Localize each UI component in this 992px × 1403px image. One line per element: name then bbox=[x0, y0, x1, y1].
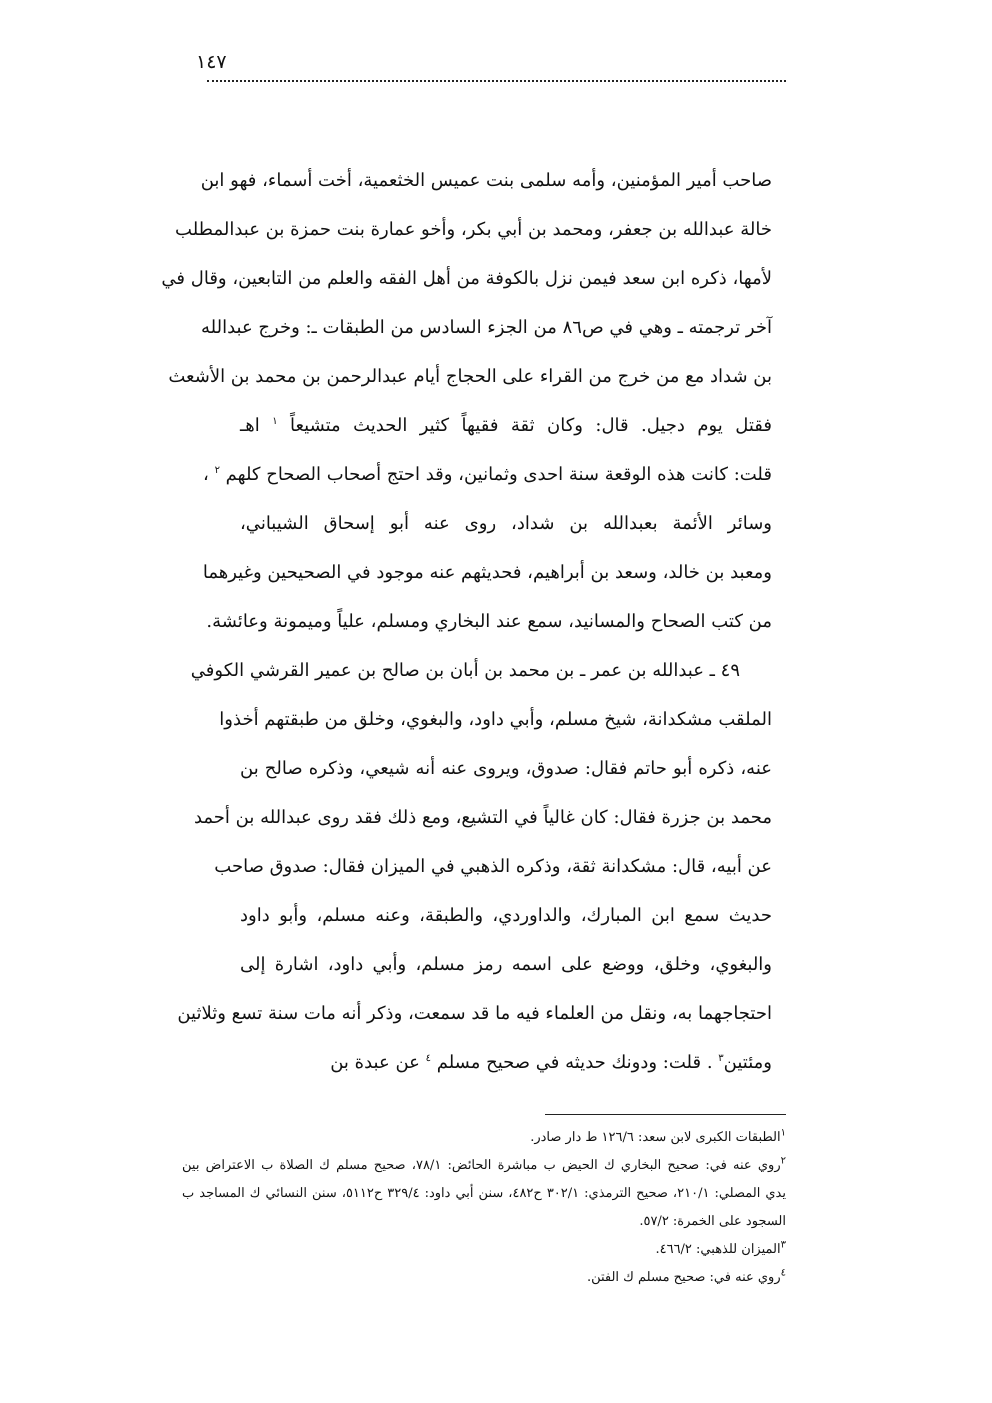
footnote-1-text: الطبقات الكبرى لابن سعد: ١٢٦/٦ ط دار صادر. bbox=[530, 1130, 781, 1145]
footnote-4-marker: ٤ bbox=[780, 1267, 786, 1279]
body-line-7-text: قلت: كانت هذه الوقعة سنة احدى وثمانين، وقد احتج أصحاب الصحاح كلهم bbox=[225, 464, 772, 485]
body-line-19-start: ومئتين bbox=[723, 1052, 772, 1073]
footnote-2-marker: ٢ bbox=[780, 1155, 786, 1167]
body-line-18: احتجاجهما به، ونقل من العلماء فيه ما قد سمعت، وذكر أنه مات سنة تسع وثلاثين bbox=[177, 1003, 772, 1024]
body-text bbox=[161, 156, 772, 1087]
footnote-ref-2: ٢ bbox=[214, 465, 220, 476]
body-line-19-end: عن عبدة بن bbox=[330, 1052, 420, 1073]
footnote-ref-3: ٣ bbox=[718, 1053, 724, 1064]
body-line-19 bbox=[240, 1038, 772, 1087]
footnote-4-text: روي عنه في: صحيح مسلم ك الفتن. bbox=[586, 1270, 781, 1285]
body-line-10: من كتب الصحاح والمسانيد، سمع عند البخاري ومسلم، علياً وميمونة وعائشة. bbox=[206, 611, 772, 632]
body-line-13: عنه، ذكره أبو حاتم فقال: صدوق، ويروى عنه أنه شيعي، وذكره صالح بن bbox=[240, 758, 772, 779]
body-line-3: لأمها، ذكره ابن سعد فيمن نزل بالكوفة من أهل الفقه والعلم من التابعين، وقال في bbox=[161, 268, 772, 289]
footnote-ref-1: ١ bbox=[272, 416, 278, 427]
body-line-14: محمد بن جزرة فقال: كان غالياً في التشيع، ومع ذلك فقد روى عبدالله بن أحمد bbox=[193, 807, 772, 828]
footnote-4 bbox=[182, 1264, 786, 1292]
body-line-17: والبغوي، وخلق، ووضع على اسمه رمز مسلم، وأبي داود، اشارة إلى bbox=[240, 954, 772, 975]
body-line-16: حديث سمع ابن المبارك، والداوردي، والطبقة، وعنه مسلم، وأبو داود bbox=[240, 905, 772, 926]
footnotes bbox=[182, 1124, 786, 1292]
footnote-3 bbox=[182, 1236, 786, 1264]
body-line-15: عن أبيه، قال: مشكدانة ثقة، وذكره الذهبي في الميزان فقال: صدوق صاحب bbox=[214, 856, 772, 877]
footnote-3-text: الميزان للذهبي: ٤٦٦/٢. bbox=[655, 1242, 781, 1257]
body-line-7 bbox=[203, 450, 772, 499]
body-line-8: وسائر الأئمة بعبدالله بن شداد، روى عنه أبو إسحاق الشيباني، bbox=[240, 513, 772, 534]
body-line-7-tail: ، bbox=[203, 464, 209, 485]
body-line-9: ومعبد بن خالد، وسعد بن أبراهيم، فحديثهم عنه موجود في الصحيحين وغيرهما bbox=[202, 562, 772, 583]
footnote-2-line-3: السجود على الخمرة: ٥٧/٢. bbox=[639, 1214, 786, 1229]
header-dotted-rule bbox=[207, 80, 786, 82]
body-line-4: آخر ترجمته ـ وهي في ص٨٦ من الجزء السادس من الطبقات ـ: وخرج عبدالله bbox=[200, 317, 772, 338]
footnote-2-line-1 bbox=[182, 1152, 786, 1180]
footnote-3-marker: ٣ bbox=[780, 1239, 786, 1251]
footnote-1 bbox=[182, 1124, 786, 1152]
footnote-2-line-2: يدي المصلي: ٢١٠/١، صحيح الترمذي: ٣٠٢/١ ح٤٨٢، سنن أبي داود: ٣٢٩/٤ ح٥١١٢، سنن النسائي ك المساجد ب bbox=[182, 1186, 786, 1201]
body-line-12: الملقب مشكدانة، شيخ مسلم، وأبي داود، والبغوي، وخلق من طبقتهم أخذوا bbox=[219, 709, 772, 730]
body-line-1: صاحب أمير المؤمنين، وأمه سلمى بنت عميس الخثعمية، أخت أسماء، فهو ابن bbox=[200, 170, 772, 191]
body-line-11: ٤٩ ـ عبدالله بن عمر ـ بن محمد بن أبان بن صالح بن عمير القرشي الكوفي bbox=[190, 660, 740, 681]
body-line-5: بن شداد مع من خرج من القراء على الحجاج أيام عبدالرحمن بن محمد بن الأشعث bbox=[168, 366, 772, 387]
page-number: ١٤٧ bbox=[196, 51, 227, 73]
body-line-6 bbox=[240, 401, 772, 450]
body-line-2: خالة عبدالله بن جعفر، ومحمد بن أبي بكر، وأخو عمارة بنت حمزة بن عبدالمطلب bbox=[175, 219, 772, 240]
footnote-2-text-1: روي عنه في: صحيح البخاري ك الحيض ب مباشرة الحائض: ٧٨/١، صحيح مسلم ك الصلاة ب الاعتراض بين bbox=[182, 1158, 781, 1173]
body-line-6-tail: اهـ bbox=[240, 415, 260, 436]
body-line-19-middle: . قلت: ودونك حديثه في صحيح مسلم bbox=[436, 1052, 713, 1073]
footnote-separator bbox=[545, 1114, 786, 1115]
body-line-6-text: فقتل يوم دجيل. قال: وكان ثقة فقيهاً كثير الحديث متشيعاً bbox=[289, 415, 772, 436]
footnote-1-marker: ١ bbox=[780, 1127, 786, 1139]
footnote-ref-4: ٤ bbox=[425, 1053, 431, 1064]
